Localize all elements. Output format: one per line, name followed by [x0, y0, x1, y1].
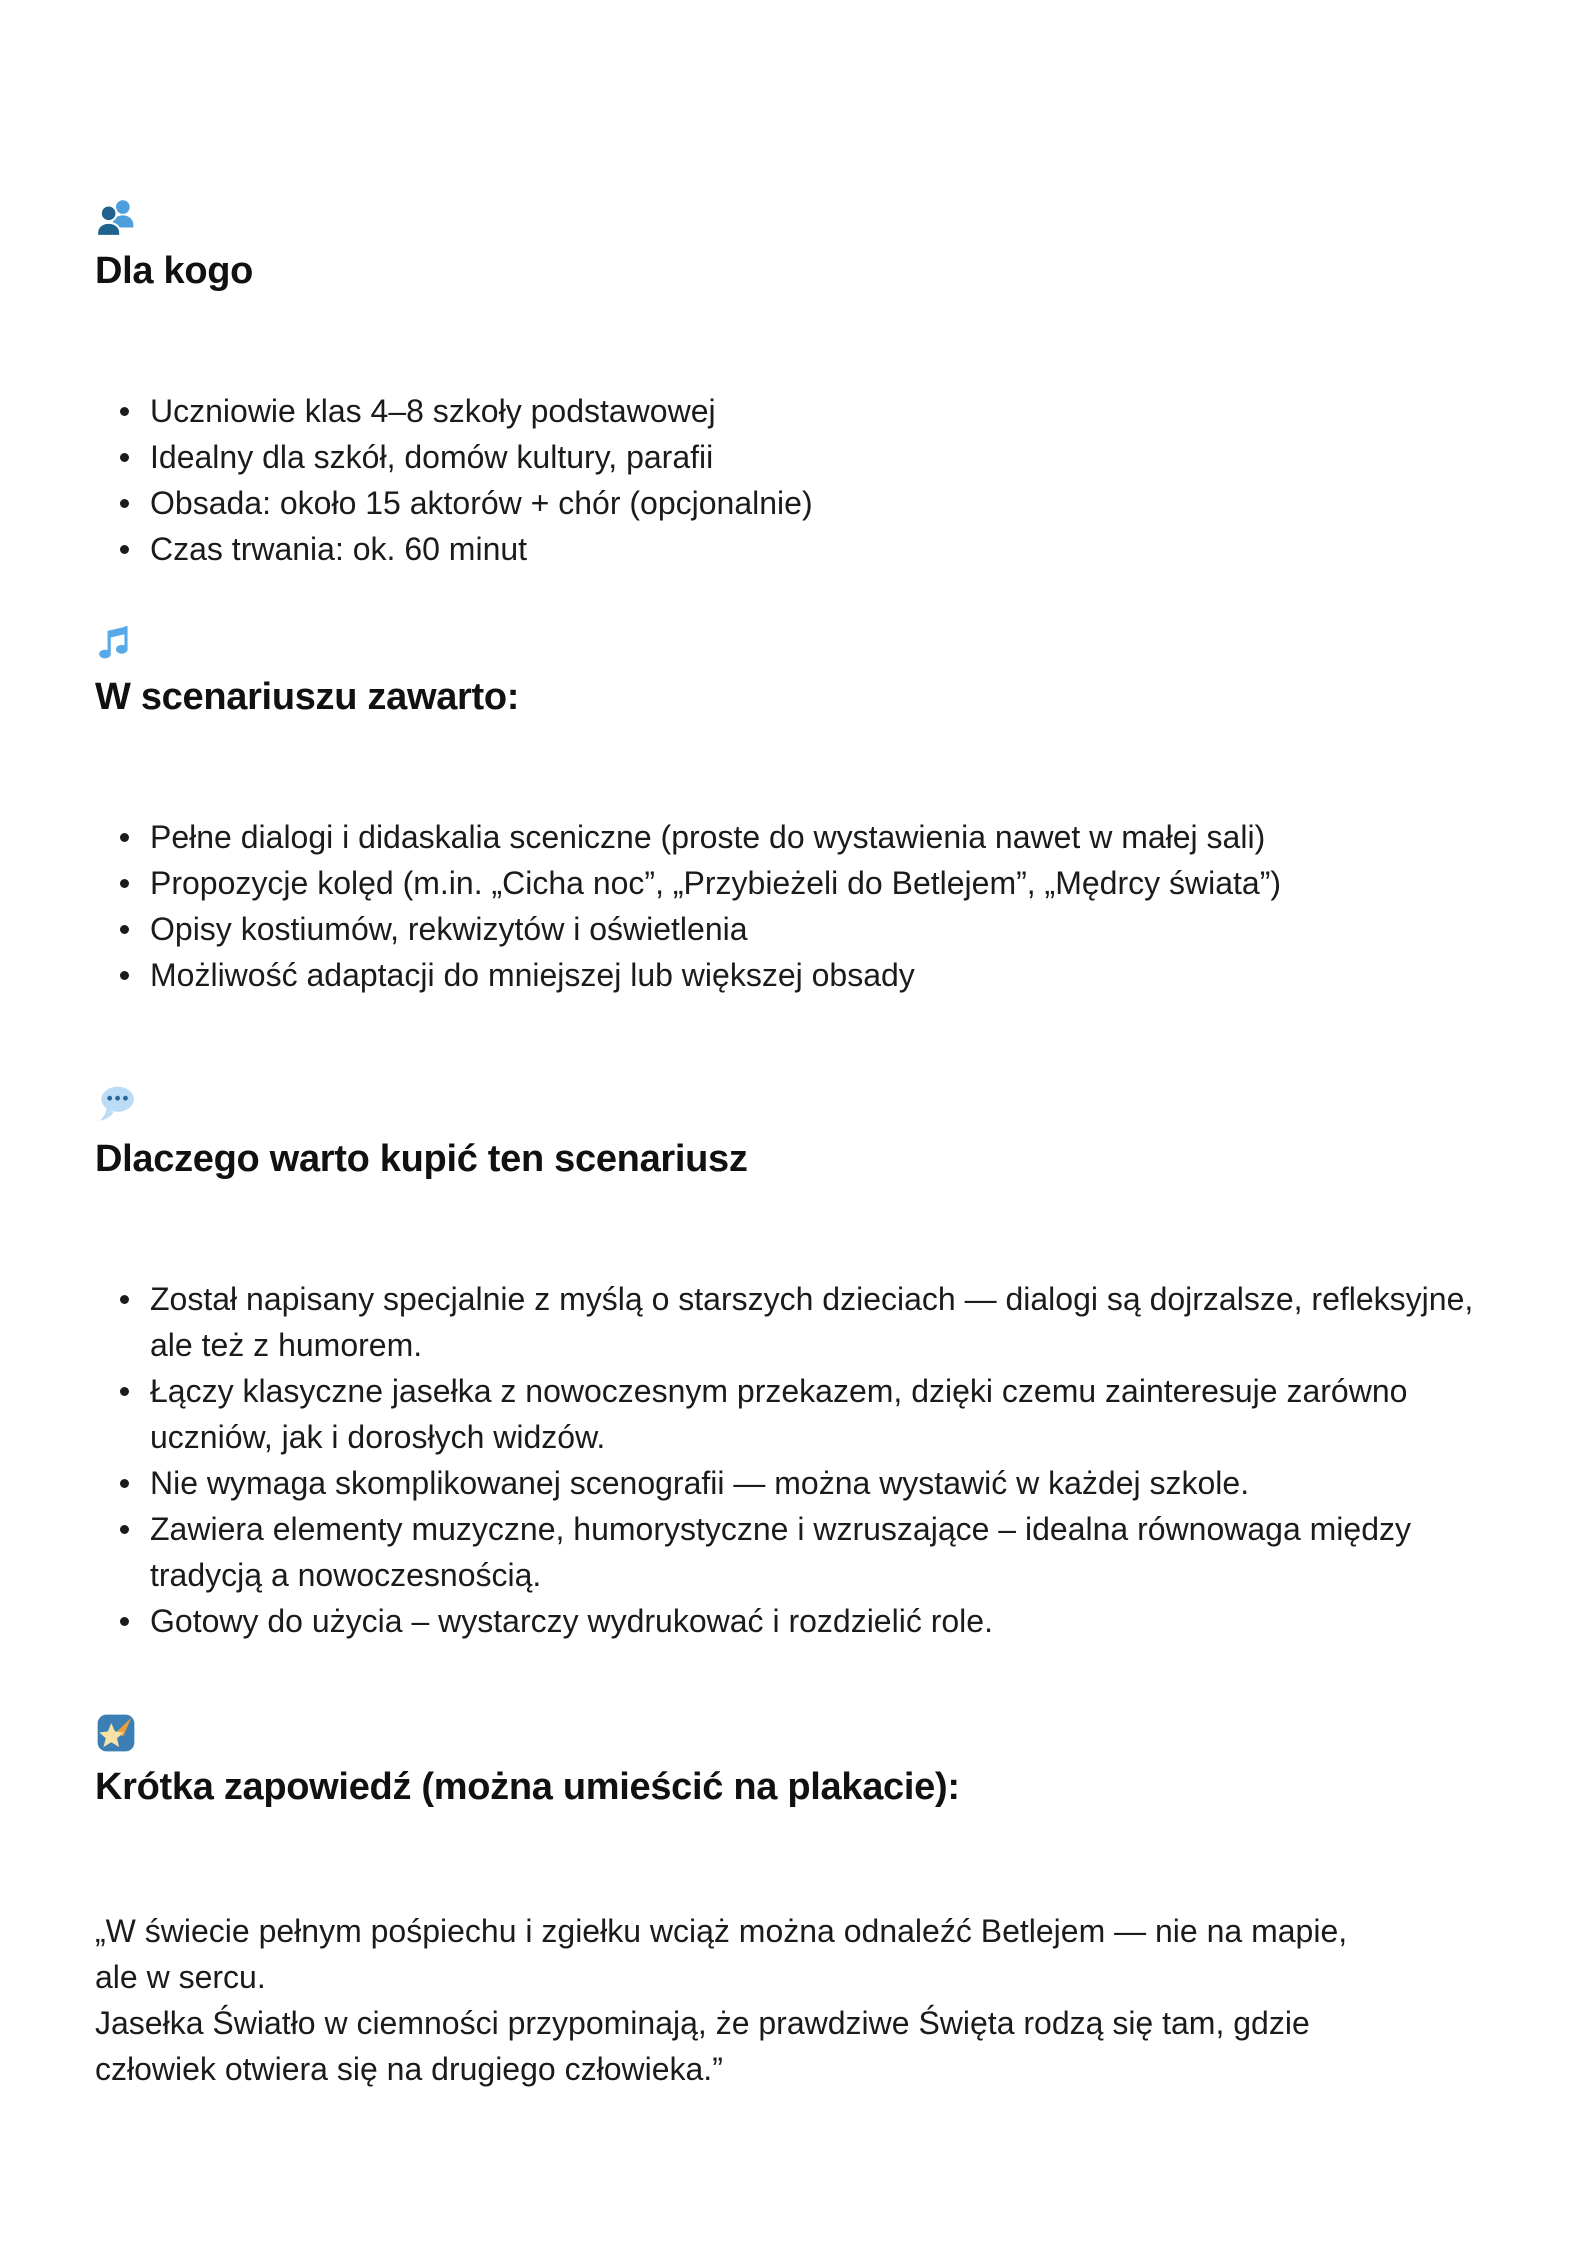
shooting-star-icon: [95, 1712, 1492, 1754]
list-item-text: Pełne dialogi i didaskalia sceniczne (proste do wystawienia nawet w małej sali): [150, 818, 1266, 855]
section-title: Dla kogo: [95, 250, 254, 292]
section-zawartosc: [95, 622, 1492, 998]
list-item-text: Łączy klasyczne jasełka z nowoczesnym przekazem, dzięki czemu zainteresuje zarówno uczniów, jak i dorosłych widzów.: [150, 1372, 1408, 1455]
bullet-list: [95, 388, 1475, 572]
list-item: [95, 434, 1475, 480]
list-item: [95, 480, 1475, 526]
list-item: [95, 1368, 1475, 1460]
list-item-text: Nie wymaga skomplikowanej scenografii — można wystawić w każdej szkole.: [150, 1464, 1250, 1501]
list-item: [95, 860, 1475, 906]
list-item-text: Możliwość adaptacji do mniejszej lub większej obsady: [150, 956, 915, 993]
musical-notes-icon: [95, 622, 1492, 664]
section-dlaczego-warto: [95, 1084, 1492, 1644]
list-item: [95, 1276, 1475, 1368]
quote-line: „W świecie pełnym pośpiechu i zgiełku wciąż można odnaleźć Betlejem — nie na mapie,: [95, 1912, 1348, 1949]
list-item-text: Został napisany specjalnie z myślą o starszych dzieciach — dialogi są dojrzalsze, refleksyjne, ale też z humorem.: [150, 1280, 1474, 1363]
list-item: [95, 1460, 1475, 1506]
list-item: [95, 526, 1475, 572]
list-item-text: Uczniowie klas 4–8 szkoły podstawowej: [150, 392, 716, 429]
section-dla-kogo: [95, 196, 1492, 572]
bullet-list: [95, 814, 1475, 998]
quote-line: Jasełka Światło w ciemności przypominają, że prawdziwe Święta rodzą się tam, gdzie: [95, 2004, 1310, 2041]
list-item: [95, 814, 1475, 860]
list-item: [95, 906, 1475, 952]
quote-line: ale w sercu.: [95, 1958, 266, 1995]
busts-in-silhouette-icon: [95, 196, 1492, 238]
list-item-text: Obsada: około 15 aktorów + chór (opcjonalnie): [150, 484, 813, 521]
section-title: Dlaczego warto kupić ten scenariusz: [95, 1137, 748, 1180]
list-item-text: Zawiera elementy muzyczne, humorystyczne i wzruszające – idealna równowaga między tradycją a nowoczesnością.: [150, 1510, 1411, 1593]
list-item-text: Idealny dla szkół, domów kultury, parafii: [150, 438, 714, 475]
list-item-text: Propozycje kolęd (m.in. „Cicha noc”, „Przybieżeli do Betlejem”, „Mędrcy świata”): [150, 864, 1282, 901]
list-item-text: Gotowy do użycia – wystarczy wydrukować i rozdzielić role.: [150, 1602, 993, 1639]
bullet-list: [95, 1276, 1475, 1644]
list-item-text: Opisy kostiumów, rekwizytów i oświetlenia: [150, 910, 748, 947]
list-item: [95, 1598, 1475, 1644]
list-item: [95, 1506, 1475, 1598]
list-item: [95, 952, 1475, 998]
announcement-quote: [95, 1908, 1492, 2092]
quote-line: człowiek otwiera się na drugiego człowieka.”: [95, 2050, 723, 2087]
speech-balloon-icon: [95, 1084, 1492, 1126]
list-item-text: Czas trwania: ok. 60 minut: [150, 530, 528, 567]
section-title: Krótka zapowiedź (można umieścić na plakacie):: [95, 1765, 960, 1808]
list-item: [95, 388, 1475, 434]
section-title: W scenariuszu zawarto:: [95, 675, 520, 718]
section-zapowiedz: [95, 1712, 1492, 2092]
